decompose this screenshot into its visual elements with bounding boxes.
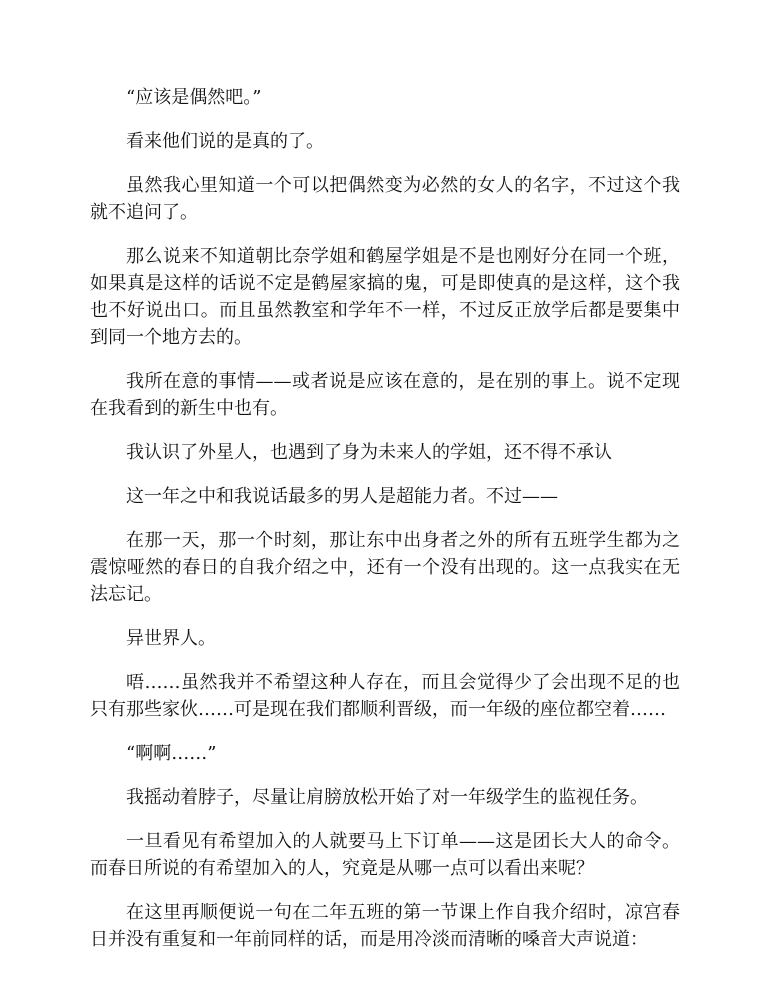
paragraph: 那么说来不知道朝比奈学姐和鹤屋学姐是不是也刚好分在同一个班，如果真是这样的话说不定是鹤屋家搞的鬼，可是即使真的是这样，这个我也不好说出口。而且虽然教室和学年不一样，不过反正放学后都是要集中到同一个地方去的。	[90, 246, 680, 348]
paragraph: 在那一天，那一个时刻，那让东中出身者之外的所有五班学生都为之震惊哑然的春日的自我介绍之中，还有一个没有出现的。这一点我实在无法忘记。	[90, 530, 680, 605]
paragraph: 唔……虽然我并不希望这种人存在，而且会觉得少了会出现不足的也只有那些家伙……可是现在我们都顺利晋级，而一年级的座位都空着……	[90, 672, 680, 720]
paragraph: 在这里再顺便说一句在二年五班的第一节课上作自我介绍时，凉宫春日并没有重复和一年前同样的话，而是用冷淡而清晰的嗓音大声说道：	[90, 902, 680, 950]
paragraph: 我所在意的事情——或者说是应该在意的，是在别的事上。说不定现在我看到的新生中也有。	[90, 371, 680, 419]
paragraph: 这一年之中和我说话最多的男人是超能力者。不过——	[126, 486, 558, 507]
paragraph: 我摇动着脖子，尽量让肩膀放松开始了对一年级学生的监视任务。	[126, 787, 648, 808]
paragraph: “啊啊……”	[126, 743, 217, 764]
paragraph: 看来他们说的是真的了。	[126, 131, 324, 152]
text-body	[90, 84, 680, 970]
paragraph: 异世界人。	[126, 628, 216, 649]
paragraph: 我认识了外星人，也遇到了身为未来人的学姐，还不得不承认	[126, 442, 612, 463]
paragraph: “应该是偶然吧。”	[126, 87, 262, 108]
paragraph: 虽然我心里知道一个可以把偶然变为必然的女人的名字，不过这个我就不追问了。	[90, 175, 680, 223]
paragraph: 一旦看见有希望加入的人就要马上下订单——这是团长大人的命令。而春日所说的有希望加入的人，究竟是从哪一点可以看出来呢？	[90, 831, 680, 879]
